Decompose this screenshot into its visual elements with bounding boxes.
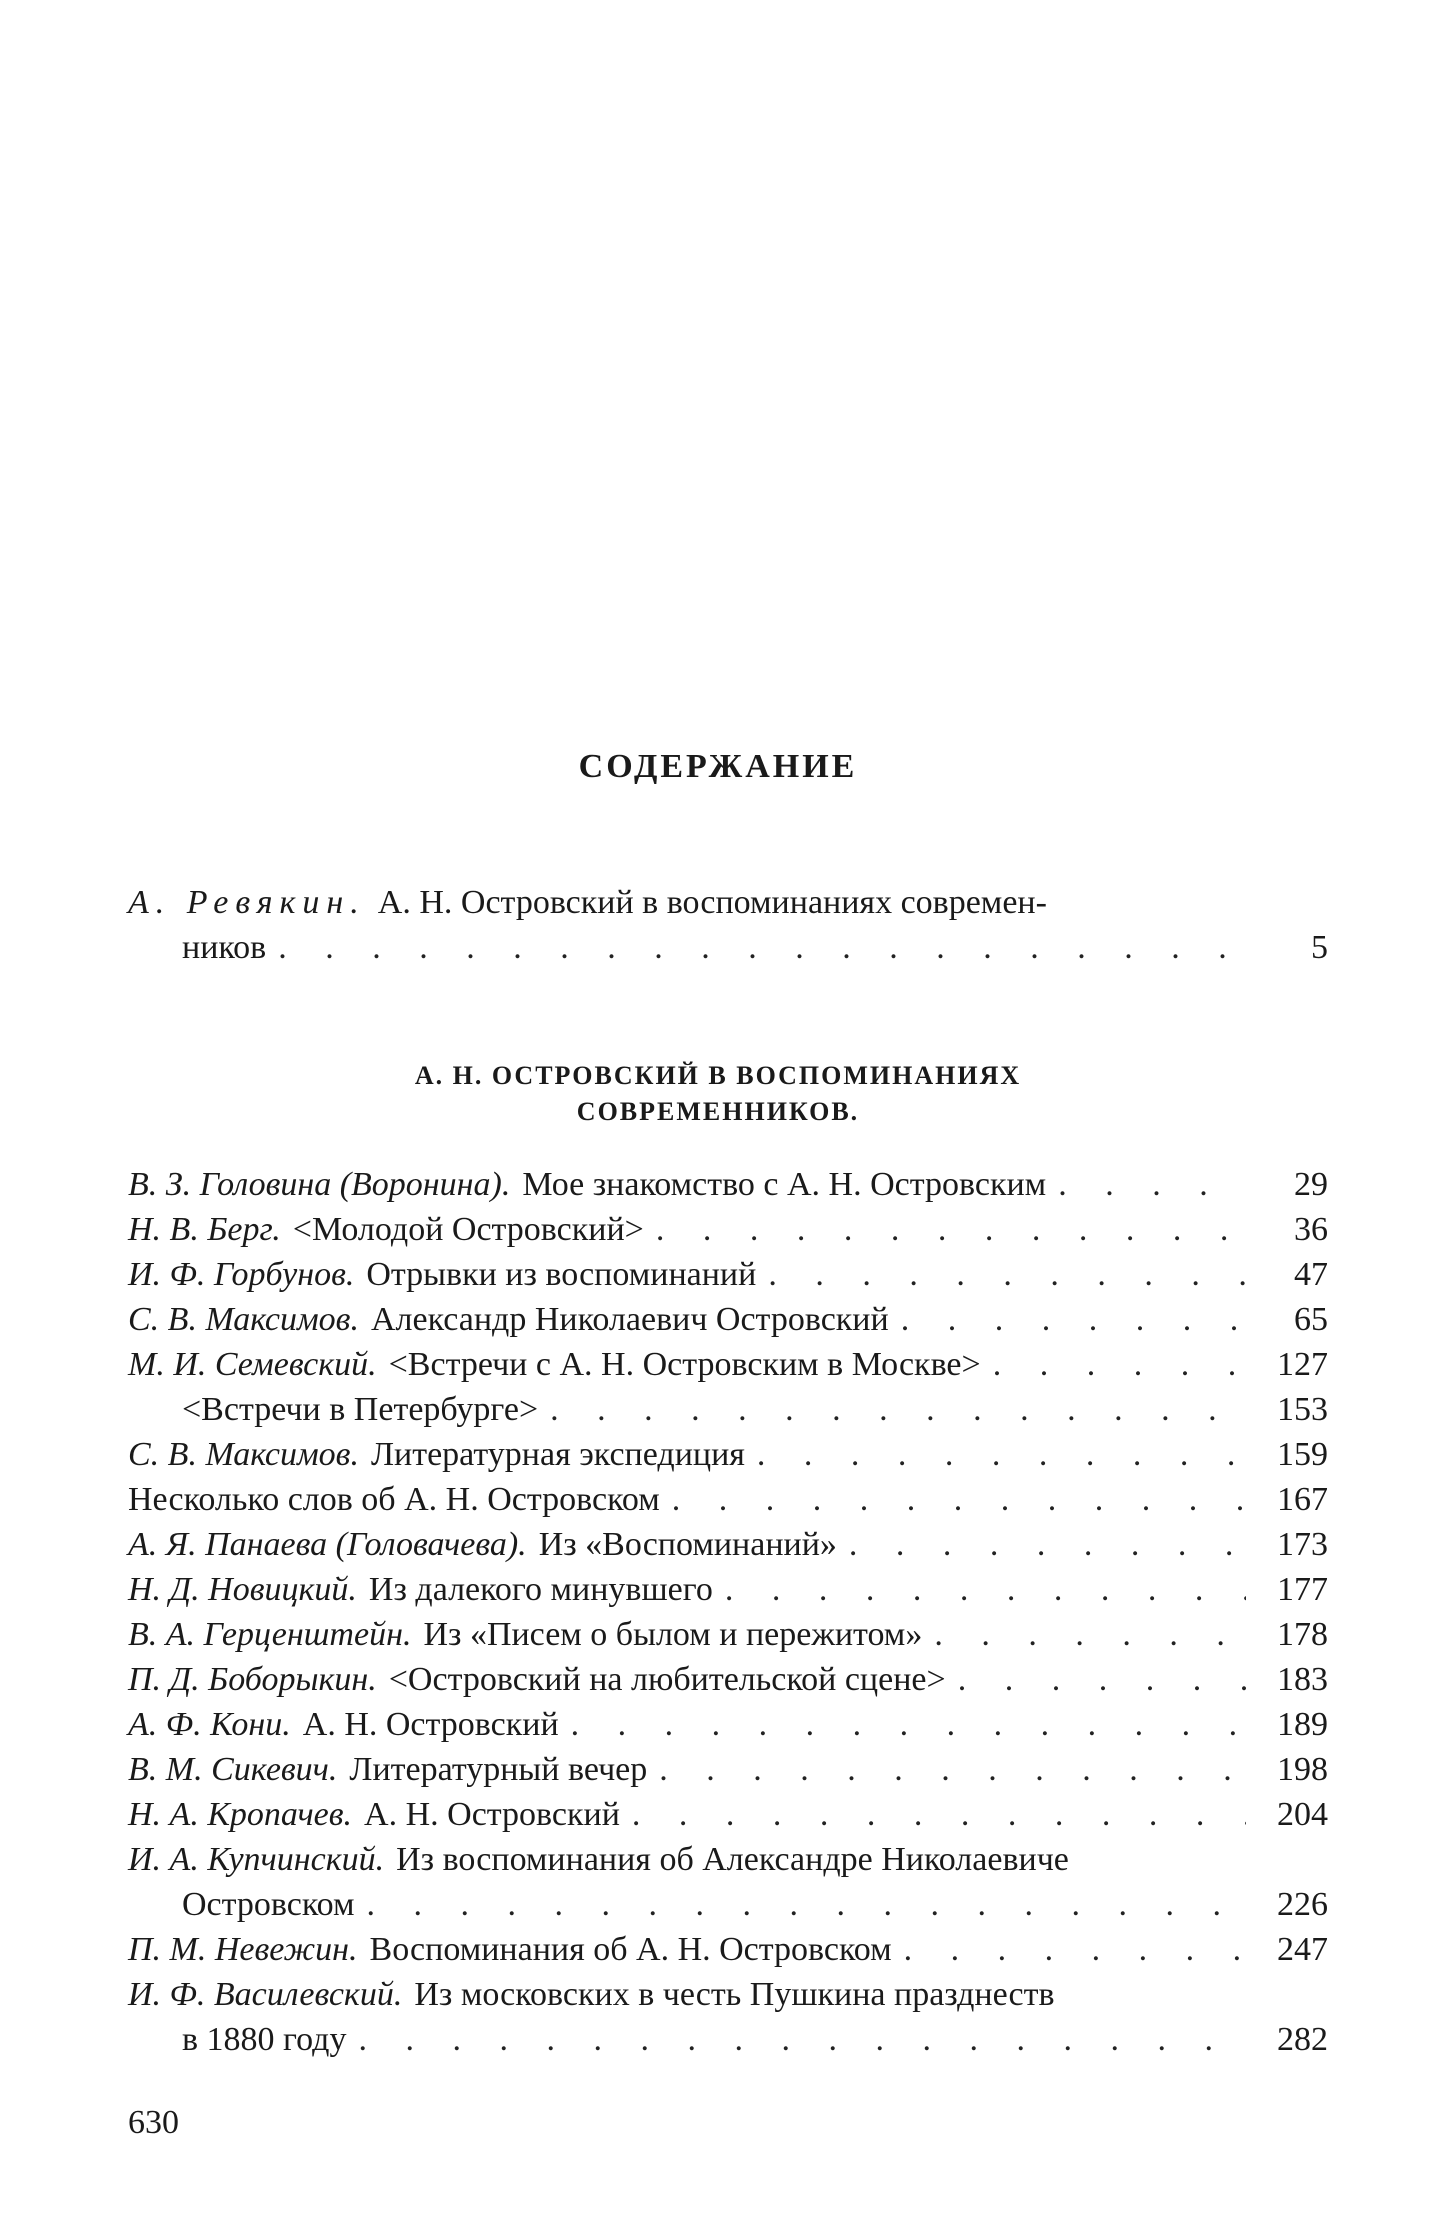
entry-author: В. М. Сикевич. [128,1751,338,1788]
entry-page-number: 178 [1277,1616,1328,1653]
entry-title: Несколько слов об А. Н. Островском [128,1481,660,1518]
entry-title: <Молодой Островский> [292,1211,644,1248]
intro-page-number: 5 [1311,929,1328,966]
toc-entry [128,1162,1328,1207]
leader-dots [367,1882,1246,1927]
toc-entry [128,1252,1328,1297]
entry-title: <Встречи в Петербурге> [182,1391,539,1428]
entry-page-number: 173 [1277,1526,1328,1563]
toc-entry [128,1432,1328,1477]
leader-dots [1058,1162,1246,1207]
entry-author: М. И. Семевский. [128,1346,377,1383]
section-title [0,1058,1436,1130]
entry-author: А. Я. Панаева (Головачева). [128,1526,527,1563]
entry-page-number: 189 [1277,1706,1328,1743]
intro-entry [128,880,1328,970]
leader-dots [656,1207,1246,1252]
toc-entry [128,1342,1328,1387]
toc-entry [128,1972,1328,2017]
toc-entry-cont [128,2017,1328,2062]
entry-page-number: 204 [1277,1796,1328,1833]
intro-text-cont: ников [182,929,267,966]
toc-entry [128,1477,1328,1522]
entry-title-cont: Островском [182,1886,355,1923]
entry-page-number: 153 [1277,1391,1328,1428]
entry-title: Из воспоминания об Александре Николаевиче [396,1841,1069,1878]
entry-title: Из московских в честь Пушкина празднеств [414,1976,1055,2013]
intro-author: А. Ревякин. [128,884,366,921]
entry-page-number: 282 [1277,2021,1328,2058]
entry-page-number: 36 [1294,1211,1328,1248]
page-folio: 630 [128,2104,179,2141]
leader-dots [550,1387,1246,1432]
entry-author: И. Ф. Василевский. [128,1976,403,2013]
entry-page-number: 127 [1277,1346,1328,1383]
entry-author: А. Ф. Кони. [128,1706,291,1743]
entry-title: Литературный вечер [349,1751,648,1788]
entry-title: Воспоминания об А. Н. Островском [369,1931,892,1968]
toc-entry [128,1207,1328,1252]
leader-dots [849,1522,1246,1567]
entry-title-cont: в 1880 году [182,2021,347,2058]
leader-dots [571,1702,1246,1747]
leader-dots [278,925,1246,970]
entry-page-number: 183 [1277,1661,1328,1698]
toc-list [128,1162,1328,2062]
leader-dots [659,1747,1246,1792]
leader-dots [757,1432,1246,1477]
entry-title: <Встречи с А. Н. Островским в Москве> [388,1346,981,1383]
toc-entry [128,1927,1328,1972]
entry-page-number: 29 [1294,1166,1328,1203]
intro-text: А. Н. Островский в воспоминаниях современ- [377,884,1047,921]
leader-dots [725,1567,1246,1612]
leader-dots [632,1792,1246,1837]
entry-title: А. Н. Островский [302,1706,559,1743]
entry-title: Из далекого минувшего [368,1571,713,1608]
toc-entry [128,1747,1328,1792]
entry-title: Из «Воспоминаний» [538,1526,837,1563]
entry-title: Отрывки из воспоминаний [366,1256,757,1293]
leader-dots [358,2017,1246,2062]
entry-title: А. Н. Островский [364,1796,620,1833]
entry-author: Н. А. Кропачев. [128,1796,353,1833]
toc-entry [128,1657,1328,1702]
entry-page-number: 226 [1277,1886,1328,1923]
section-title-line-2: СОВРЕМЕННИКОВ. [576,1097,860,1126]
section-title-line-1: А. Н. ОСТРОВСКИЙ В ВОСПОМИНАНИЯХ [414,1061,1022,1090]
toc-entry [128,1792,1328,1837]
toc-entry [128,1702,1328,1747]
leader-dots [993,1342,1246,1387]
entry-page-number: 47 [1294,1256,1328,1293]
entry-author: И. А. Купчинский. [128,1841,385,1878]
entry-page-number: 65 [1294,1301,1328,1338]
leader-dots [901,1297,1246,1342]
page-title: СОДЕРЖАНИЕ [578,748,858,785]
entry-author: Н. Д. Новицкий. [128,1571,357,1608]
entry-author: В. А. Герценштейн. [128,1616,412,1653]
leader-dots [904,1927,1246,1972]
entry-title: Александр Николаевич Островский [370,1301,889,1338]
entry-author: С. В. Максимов. [128,1436,359,1473]
leader-dots [768,1252,1246,1297]
toc-entry-cont [128,1882,1328,1927]
toc-entry [128,1612,1328,1657]
entry-author: Н. В. Берг. [128,1211,281,1248]
entry-title: Мое знакомство с А. Н. Островским [522,1166,1047,1203]
entry-author: С. В. Максимов. [128,1301,359,1338]
entry-title: Из «Писем о былом и пережитом» [423,1616,923,1653]
entry-title: <Островский на любительской сцене> [388,1661,946,1698]
entry-page-number: 159 [1277,1436,1328,1473]
toc-entry [128,1387,1328,1432]
entry-title: Литературная экспедиция [370,1436,745,1473]
entry-author: П. Д. Боборыкин. [128,1661,377,1698]
toc-entry [128,1297,1328,1342]
entry-page-number: 167 [1277,1481,1328,1518]
toc-entry [128,1522,1328,1567]
intro-line-1 [128,880,1328,925]
entry-page-number: 198 [1277,1751,1328,1788]
leader-dots [934,1612,1246,1657]
leader-dots [958,1657,1246,1702]
toc-entry [128,1567,1328,1612]
toc-entry [128,1837,1328,1882]
entry-page-number: 247 [1277,1931,1328,1968]
entry-author: И. Ф. Горбунов. [128,1256,355,1293]
entry-author: В. З. Головина (Воронина). [128,1166,511,1203]
entry-author: П. М. Невежин. [128,1931,358,1968]
entry-page-number: 177 [1277,1571,1328,1608]
leader-dots [672,1477,1246,1522]
intro-line-2 [128,925,1328,970]
